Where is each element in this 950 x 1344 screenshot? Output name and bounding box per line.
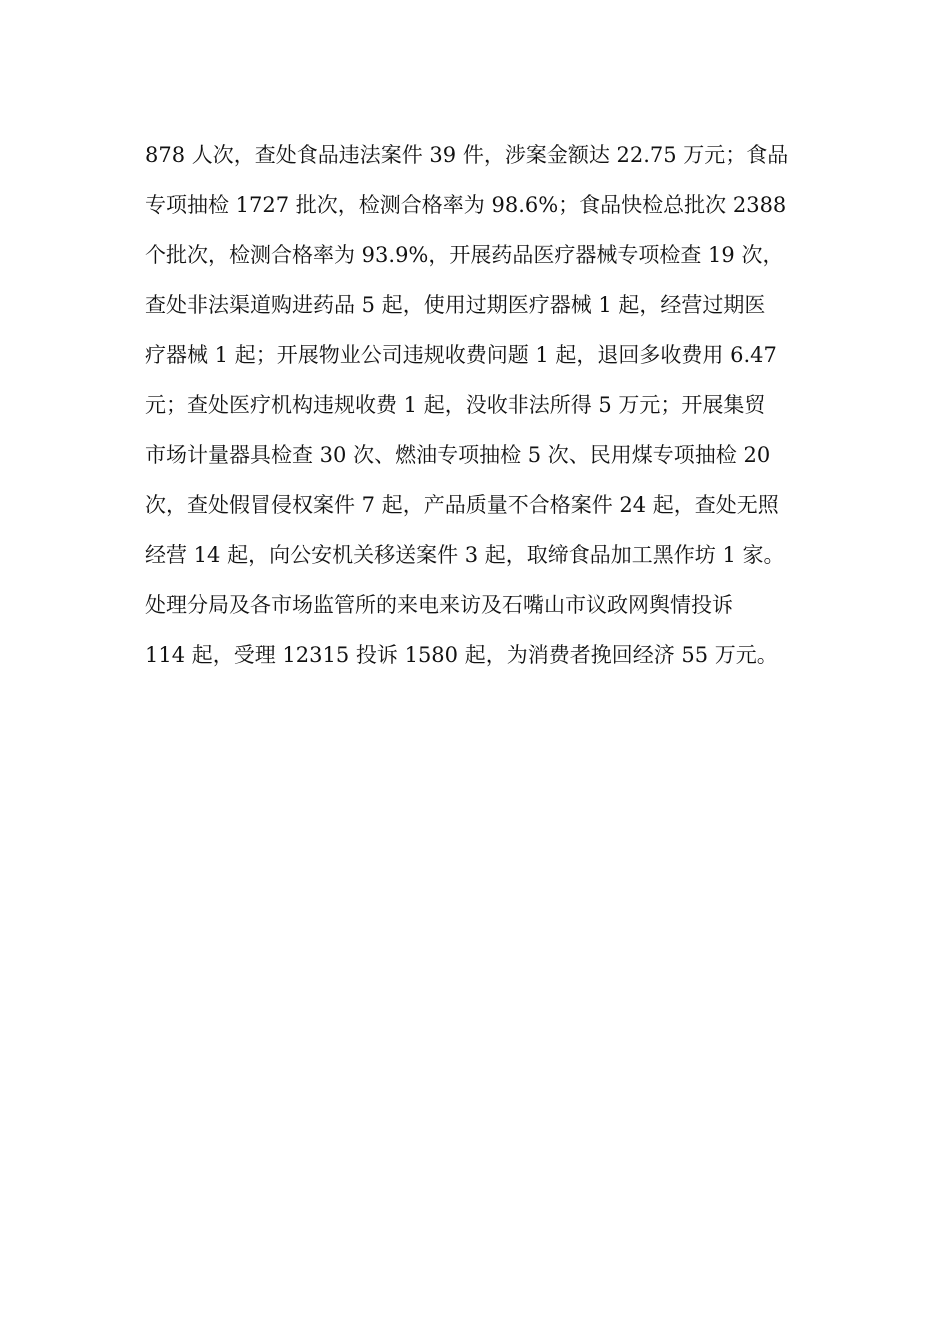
paragraph-line-10: 处理分局及各市场监管所的来电来访及石嘴山市议政网舆情投诉 (145, 593, 733, 617)
paragraph-line-11: 114 起，受理 12315 投诉 1580 起，为消费者挽回经济 55 万元。 (145, 643, 778, 667)
paragraph-line-7: 市场计量器具检查 30 次、燃油专项抽检 5 次、民用煤专项抽检 20 (145, 443, 771, 467)
paragraph-line-3: 个批次，检测合格率为 93.9%，开展药品医疗器械专项检查 19 次， (145, 243, 784, 267)
body-paragraph (145, 130, 810, 680)
paragraph-line-5: 疗器械 1 起；开展物业公司违规收费问题 1 起，退回多收费用 6.47 (145, 343, 777, 367)
paragraph-line-9: 经营 14 起，向公安机关移送案件 3 起，取缔食品加工黑作坊 1 家。 (145, 543, 785, 567)
paragraph-line-6: 元；查处医疗机构违规收费 1 起，没收非法所得 5 万元；开展集贸 (145, 393, 766, 417)
paragraph-line-2: 专项抽检 1727 批次，检测合格率为 98.6%；食品快检总批次 2388 (145, 193, 787, 217)
paragraph-line-1: 878 人次，查处食品违法案件 39 件，涉案金额达 22.75 万元；食品 (145, 143, 789, 167)
paragraph-line-4: 查处非法渠道购进药品 5 起，使用过期医疗器械 1 起，经营过期医 (145, 293, 766, 317)
paragraph-line-8: 次，查处假冒侵权案件 7 起，产品质量不合格案件 24 起，查处无照 (145, 493, 779, 517)
